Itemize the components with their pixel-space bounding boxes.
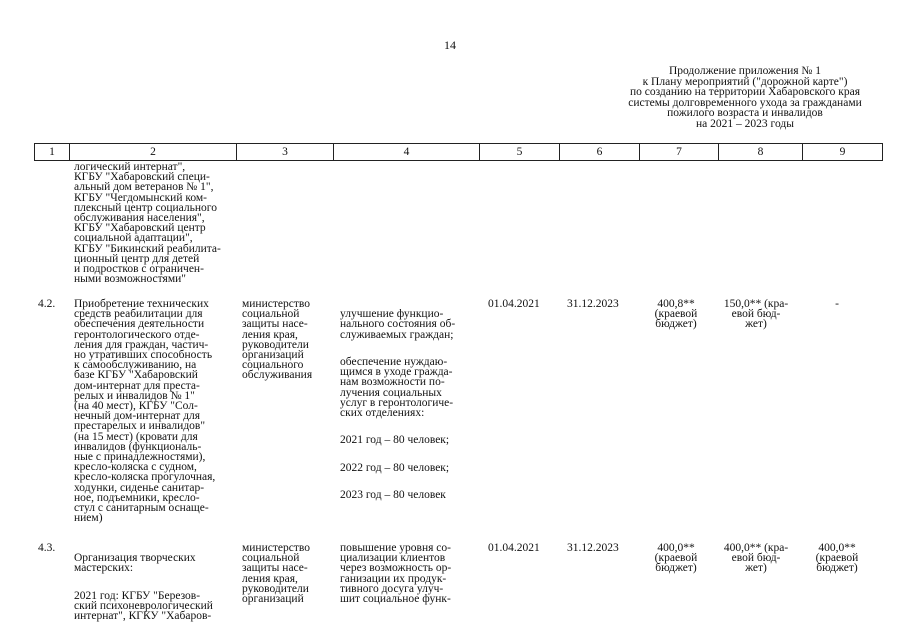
row-continuation-col2: логический интернат", КГБУ "Хабаровский специ- альный дом ветеранов № 1", КГБУ "Чегдомынский ком- плексный центр социального обслуживания населения", КГБУ "Хабаровский центр социальной адаптации", КГБУ "Бикинский реабилита- ционный центр для детей и подростков с ограничен- ными возможностями" bbox=[74, 161, 221, 286]
row-number: 4.2. bbox=[38, 298, 56, 310]
row-start-date: 01.04.2021 bbox=[488, 542, 540, 554]
header-line: Продолжение приложения № 1 bbox=[668, 65, 822, 77]
activity-paragraph: 2021 год: КГБУ "Березов- ский психоневрологический интернат", КГКУ "Хабаров- bbox=[74, 589, 213, 623]
page-number: 14 bbox=[444, 38, 456, 52]
result-paragraph: 2022 год – 80 человек; bbox=[340, 461, 450, 474]
row-funding-2021: 400,0** (краевой бюджет) bbox=[654, 542, 698, 575]
row-responsible: министерство социальной защиты насе- ления края, руководители организаций социального обслуживания bbox=[242, 298, 313, 382]
result-paragraph: 2021 год – 80 человек; bbox=[340, 434, 450, 447]
row-activity bbox=[74, 543, 236, 639]
row-result: повышение уровня со- циализации клиентов через возможность ор- ганизации их продук- тивного досуга улуч- шит социальное функ- bbox=[340, 542, 452, 606]
row-funding-2022: 400,0** (кра- евой бюд- жет) bbox=[723, 542, 789, 575]
appendix-header bbox=[600, 66, 890, 129]
row-funding-2022: 150,0** (кра- евой бюд- жет) bbox=[723, 298, 789, 331]
column-header: 6 bbox=[560, 144, 640, 161]
result-paragraph: 2023 год – 80 человек bbox=[340, 489, 446, 502]
row-result bbox=[340, 299, 480, 518]
result-paragraph: обеспечение нуждаю- щимся в уходе гражда- нам возможности по- лучения социальных услуг в геронтологиче- ских отделениях: bbox=[340, 356, 454, 420]
result-paragraph: улучшение функцио- нального состояния об- служиваемых граждан; bbox=[340, 308, 456, 341]
row-funding-2023: 400,0** (краевой бюджет) bbox=[815, 542, 859, 575]
column-header: 2 bbox=[70, 144, 237, 161]
header-line: системы долговременного ухода за гражданами bbox=[628, 96, 862, 109]
row-activity: Приобретение технических средств реабилитации для обеспечения деятельности геронтологического отде- ления для граждан, частич- но утративших способность к самообслуживанию, на базе КГБУ "Хабаровский дом-интернат для преста- релых и инвалидов № 1" (на 40 мест), КГБУ "Сол- нечный дом-интернат для престарелых и инвалидов" (на 15 мест) (кровати для инвалидов (функциональ- ные с принадлежностями), кресло-коляска с судном, кресло-коляска прогулочная, ходунки, сиденье санитар- ное, подъемники, кресло- стул с санитарным оснаще- нием) bbox=[74, 298, 216, 525]
row-funding-2023: - bbox=[835, 298, 839, 310]
header-line: к Плану мероприятий ("дорожной карте") bbox=[642, 75, 848, 88]
column-header: 1 bbox=[35, 144, 70, 161]
column-header: 7 bbox=[640, 144, 719, 161]
column-header: 5 bbox=[480, 144, 560, 161]
row-responsible: министерство социальной защиты насе- ления края, руководители организаций bbox=[242, 542, 310, 606]
header-line: на 2021 – 2023 годы bbox=[696, 117, 794, 130]
header-line: пожилого возраста и инвалидов bbox=[667, 107, 823, 119]
header-line: по созданию на территории Хабаровского края bbox=[629, 86, 861, 98]
row-number: 4.3. bbox=[38, 542, 56, 554]
row-end-date: 31.12.2023 bbox=[567, 542, 619, 554]
column-number-header bbox=[34, 143, 883, 161]
column-header: 8 bbox=[719, 144, 803, 161]
activity-paragraph: Организация творческих мастерских: bbox=[74, 552, 196, 575]
column-header: 3 bbox=[237, 144, 334, 161]
row-funding-2021: 400,8** (краевой бюджет) bbox=[654, 298, 698, 331]
row-end-date: 31.12.2023 bbox=[567, 298, 619, 310]
column-header: 4 bbox=[334, 144, 480, 161]
row-start-date: 01.04.2021 bbox=[488, 298, 540, 310]
column-header: 9 bbox=[803, 144, 883, 161]
